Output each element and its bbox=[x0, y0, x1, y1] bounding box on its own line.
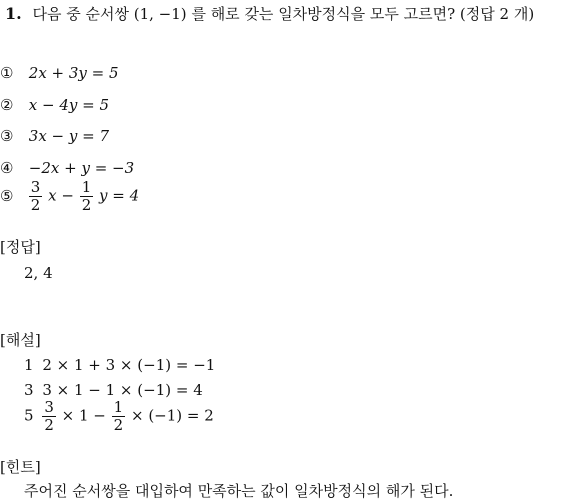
fraction bbox=[80, 180, 94, 213]
fraction bbox=[112, 400, 126, 433]
choice-marker: ④ bbox=[0, 159, 14, 177]
answer-value: 2, 4 bbox=[24, 264, 53, 282]
numerator: 3 bbox=[44, 398, 54, 416]
question-line bbox=[5, 3, 534, 24]
choice-marker: ③ bbox=[0, 127, 14, 145]
choice-4 bbox=[0, 159, 134, 177]
expression-middle: × 1 − bbox=[61, 406, 106, 425]
answer-label: [정답] bbox=[0, 238, 41, 256]
question-text-after: 를 해로 갖는 일차방정식을 모두 고르면? (정답 2 개) bbox=[191, 5, 535, 23]
choice-expression: x − 4y = 5 bbox=[28, 96, 110, 114]
denominator: 2 bbox=[81, 196, 92, 214]
question-number: 1. bbox=[5, 4, 22, 23]
numerator: 1 bbox=[113, 398, 124, 416]
line-number: 5 bbox=[24, 406, 34, 425]
expression-tail: y = 4 bbox=[99, 186, 140, 205]
denominator: 2 bbox=[113, 416, 124, 434]
choice-marker: ① bbox=[0, 64, 14, 82]
question-text: 다음 중 순서쌍 bbox=[32, 5, 129, 23]
denominator: 2 bbox=[44, 416, 54, 434]
explanation-label: [해설] bbox=[0, 331, 41, 349]
choice-expression: −2x + y = −3 bbox=[28, 159, 135, 177]
hint-label: [힌트] bbox=[0, 458, 41, 476]
numerator: 3 bbox=[30, 178, 41, 196]
hint-text: 주어진 순서쌍을 대입하여 만족하는 값이 일차방정식의 해가 된다. bbox=[24, 482, 454, 500]
choice-1 bbox=[0, 64, 119, 82]
line-expression: 2 × 1 + 3 × (−1) = −1 bbox=[42, 356, 216, 374]
fraction bbox=[29, 180, 43, 213]
line-expression: 3 × 1 − 1 × (−1) = 4 bbox=[42, 381, 203, 399]
line-number: 1 bbox=[24, 356, 34, 374]
explanation-line-1 bbox=[24, 356, 215, 374]
choice-expression: 3x − y = 7 bbox=[28, 127, 110, 145]
ordered-pair: (1, −1) bbox=[133, 5, 187, 23]
explanation-line-3 bbox=[24, 381, 203, 399]
line-number: 3 bbox=[24, 381, 34, 399]
fraction bbox=[42, 400, 56, 433]
explanation-line-5 bbox=[24, 400, 214, 433]
numerator: 1 bbox=[81, 178, 92, 196]
choice-marker: ② bbox=[0, 96, 14, 114]
choice-2 bbox=[0, 96, 109, 114]
choice-expression: 2x + 3y = 5 bbox=[28, 64, 119, 82]
expression-middle: x − bbox=[48, 186, 74, 205]
choice-3 bbox=[0, 127, 109, 145]
expression-tail: × (−1) = 2 bbox=[130, 406, 214, 425]
denominator: 2 bbox=[30, 196, 41, 214]
choice-marker: ⑤ bbox=[0, 186, 14, 205]
choice-5 bbox=[0, 180, 139, 213]
